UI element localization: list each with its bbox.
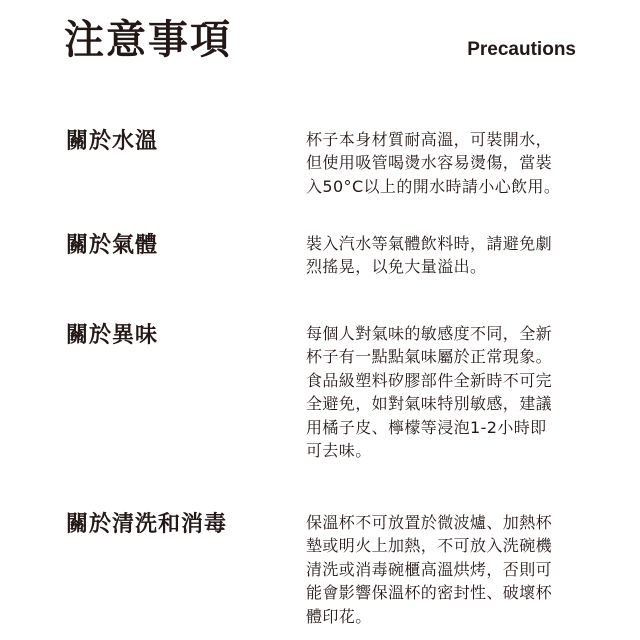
body-line: 杯子有一點點氣味屬於正常現象。 [306,347,553,367]
section-body [306,322,588,462]
body-line: 食品級塑料矽膠部件全新時不可完 [306,370,553,390]
section-heading: 關於清洗和消毒 [66,512,228,537]
section-body [306,511,588,628]
body-line: 但使用吸管喝燙水容易燙傷，當裝 [306,153,553,173]
body-line: 每個人對氣味的敏感度不同，全新 [306,324,553,343]
body-line: 體印花。 [306,606,372,626]
section-heading: 關於異味 [66,323,159,348]
page-subtitle: Precautions [467,39,576,60]
body-line: 裝入汽水等氣體飲料時，請避免劇 [306,234,553,253]
body-line: 全避免，如對氣味特別敏感，建議 [306,394,553,414]
body-line: 能會影響保溫杯的密封性、破壞杯 [306,583,553,603]
body-line: 墊或明火上加熱，不可放入洗碗機 [306,536,553,556]
body-line: 烈搖晃，以免大量溢出。 [306,257,487,277]
section-heading: 關於水溫 [66,129,159,154]
body-line: 清洗或消毒碗櫃高溫烘烤，否則可 [306,559,553,579]
section-body [306,232,588,279]
body-line: 保溫杯不可放置於微波爐、加熱杯 [306,513,553,532]
body-line: 可去味。 [306,441,372,461]
body-line: 用橘子皮、檸檬等浸泡1-2小時即 [306,417,547,437]
body-line: 入50°C以上的開水時請小心飲用。 [306,176,561,196]
section-heading: 關於氣體 [66,233,159,258]
body-line: 杯子本身材質耐高溫，可裝開水， [306,130,553,149]
page-title: 注意事項 [64,17,232,63]
section-body [306,128,588,198]
